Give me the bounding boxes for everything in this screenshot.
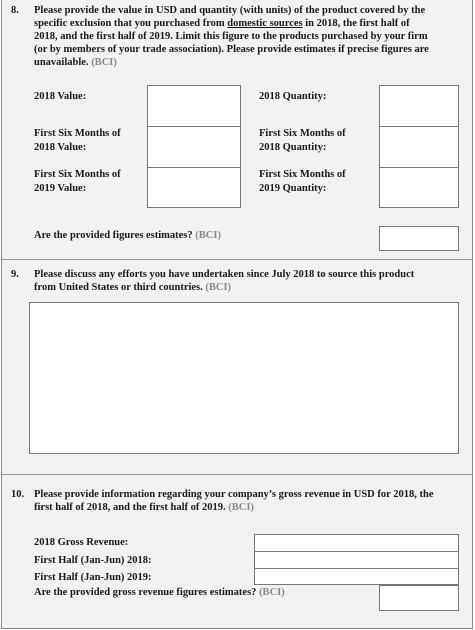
q10-estimates-label: Are the provided gross revenue figures estimates? bbox=[34, 587, 257, 598]
q9-bci-tag: (BCI) bbox=[205, 282, 232, 293]
gross-h1-2019-label: First Half (Jan-Jun) 2019: bbox=[34, 572, 152, 583]
trade-questionnaire-form bbox=[1, 0, 473, 629]
gross-h1-2018-label: First Half (Jan-Jun) 2018: bbox=[34, 555, 152, 566]
gross-h1-2018-input[interactable] bbox=[254, 551, 459, 569]
quantity-h1-2019-label bbox=[259, 168, 346, 196]
q9-number: 9. bbox=[11, 269, 19, 280]
quantity-h1-2018-label bbox=[259, 127, 346, 155]
q8-estimates-question bbox=[34, 229, 221, 243]
quantity-h1-2018-input[interactable] bbox=[379, 126, 459, 168]
q10-estimates-input[interactable] bbox=[379, 585, 459, 611]
value-h1-2018-input[interactable] bbox=[147, 126, 241, 168]
q8-text-underlined: domestic sources bbox=[227, 18, 303, 29]
value-2018-label: 2018 Value: bbox=[34, 91, 87, 102]
quantity-h1-2019-input[interactable] bbox=[379, 167, 459, 208]
gross-2018-input[interactable] bbox=[254, 534, 459, 552]
q8-estimates-input[interactable] bbox=[379, 226, 459, 251]
q10-question-text bbox=[34, 488, 434, 514]
q8-estimates-label: Are the provided figures estimates? bbox=[34, 230, 193, 241]
section-divider bbox=[2, 259, 472, 260]
value-h1-2019-label-line2: 2019 Value: bbox=[34, 183, 87, 194]
q10-estimates-bci: (BCI) bbox=[259, 587, 285, 598]
quantity-h1-2018-label-line2: 2018 Quantity: bbox=[259, 142, 327, 153]
q9-question-text bbox=[34, 268, 434, 294]
q9-text: Please discuss any efforts you have undertaken since July 2018 to source this product from United States or third countries. bbox=[34, 269, 415, 293]
quantity-2018-label: 2018 Quantity: bbox=[259, 91, 327, 102]
q9-response-textarea[interactable] bbox=[29, 302, 459, 454]
q10-estimates-question bbox=[34, 586, 285, 600]
gross-2018-label: 2018 Gross Revenue: bbox=[34, 537, 129, 548]
value-h1-2019-label bbox=[34, 168, 121, 196]
value-h1-2019-input[interactable] bbox=[147, 167, 241, 208]
q10-bci-tag: (BCI) bbox=[228, 502, 254, 513]
q10-number: 10. bbox=[11, 489, 25, 500]
q10-text: Please provide information regarding your company’s gross revenue in USD for 2018, the first half of 2018, and the first half of 2019. bbox=[34, 489, 434, 513]
gross-h1-2019-input[interactable] bbox=[254, 568, 459, 585]
value-h1-2018-label-line2: 2018 Value: bbox=[34, 142, 87, 153]
value-h1-2019-label-line1: First Six Months of bbox=[34, 169, 121, 180]
quantity-h1-2018-label-line1: First Six Months of bbox=[259, 128, 346, 139]
value-h1-2018-label-line1: First Six Months of bbox=[34, 128, 121, 139]
q8-text-part1: Please provide the value in USD and quantity (with units) of the product covered by the specific exclusion that you purchased from bbox=[34, 5, 426, 29]
value-2018-input[interactable] bbox=[147, 85, 241, 127]
q8-estimates-bci: (BCI) bbox=[195, 230, 221, 241]
quantity-h1-2019-label-line2: 2019 Quantity: bbox=[259, 183, 327, 194]
value-h1-2018-label bbox=[34, 127, 121, 155]
quantity-2018-input[interactable] bbox=[379, 85, 459, 127]
q8-text-part2: in 2018, the first half of 2018, and the first half of 2019. Limit this figure to the products purchased by your firm (or by members of your trade association). Please provide estimates if precise figures are unavailable. bbox=[34, 18, 429, 68]
q8-bci-tag: (BCI) bbox=[91, 57, 117, 68]
quantity-h1-2019-label-line1: First Six Months of bbox=[259, 169, 346, 180]
section-divider bbox=[2, 474, 472, 475]
q8-question-text bbox=[34, 4, 434, 69]
q8-number: 8. bbox=[11, 5, 19, 16]
